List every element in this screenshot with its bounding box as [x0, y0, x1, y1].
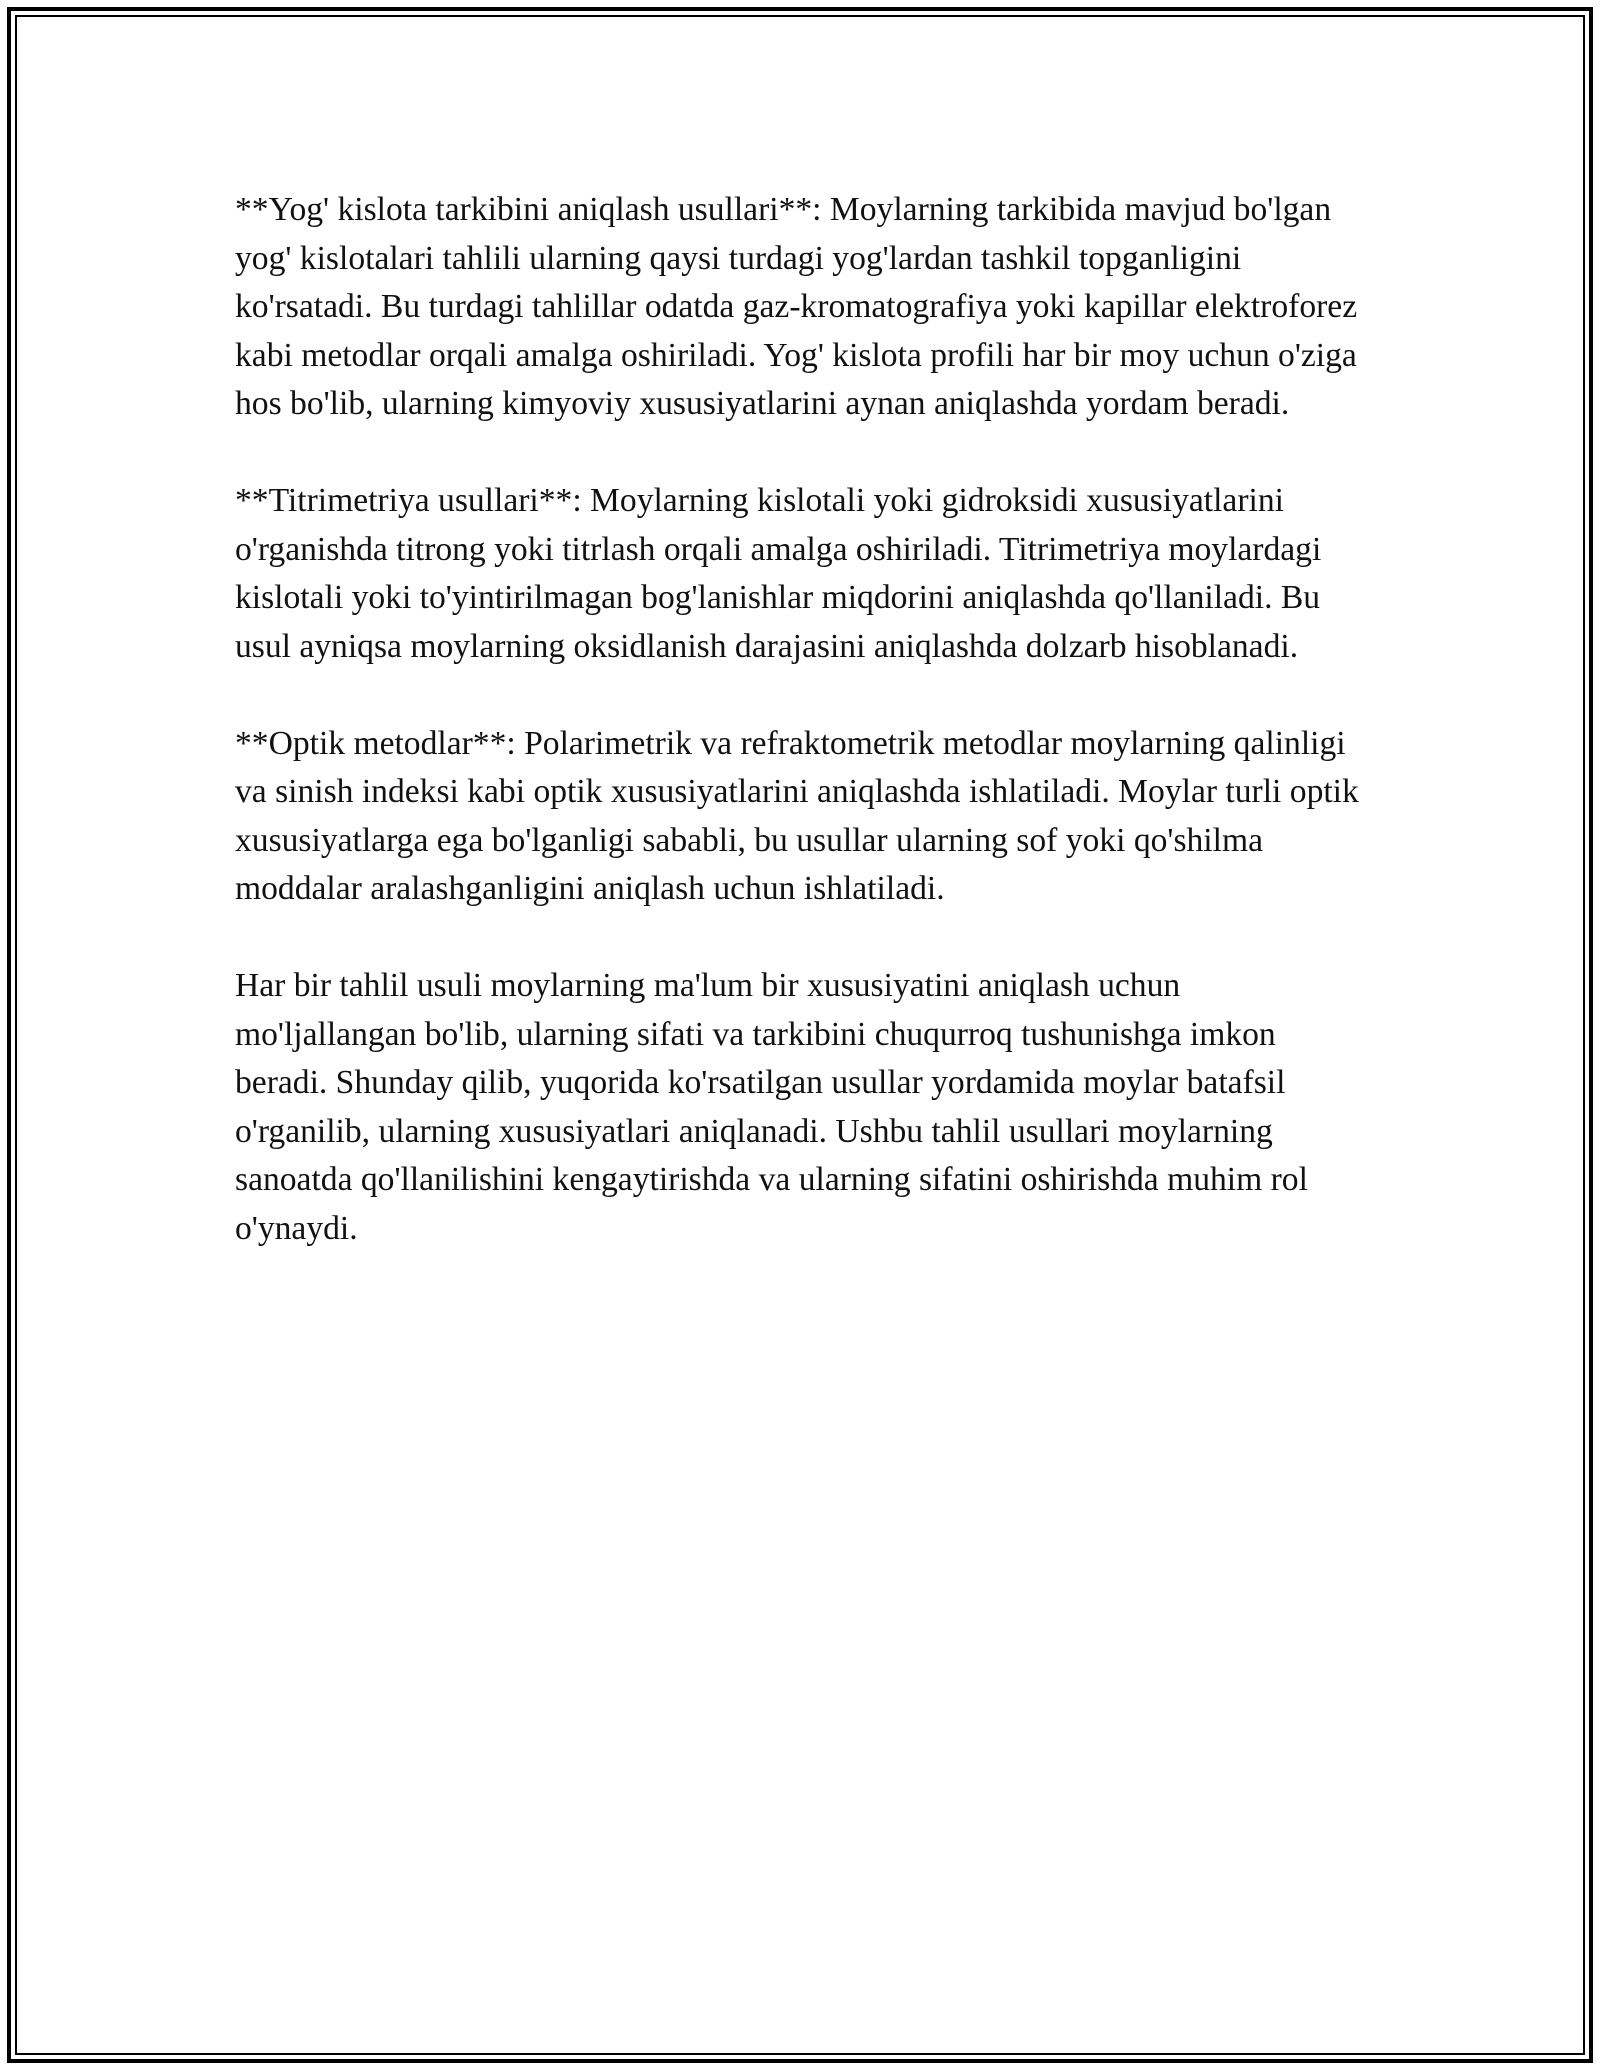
paragraph-optical-methods: **Optik metodlar**: Polarimetrik va refraktometrik metodlar moylarning qalinligi va sinish indeksi kabi optik xususiyatlarini aniqlashda ishlatiladi. Moylar turli optik xususiyatlarga ega bo'lganligi sababli, bu usullar ularning sof yoki qo'shilma moddalar aralashganligini aniqlash uchun ishlatiladi.: [235, 724, 1359, 907]
document-body: [235, 186, 1365, 1253]
paragraph-conclusion: Har bir tahlil usuli moylarning ma'lum bir xususiyatini aniqlash uchun mo'ljallangan bo'lib, ularning sifati va tarkibini chuqurroq tushunishga imkon beradi. Shunday qilib, yuqorida ko'rsatilgan usullar yordamida moylar batafsil o'rganilib, ularning xususiyatlari aniqlanadi. Ushbu tahlil usullari moylarning sanoatda qo'llanilishini kengaytirishda va ularning sifatini oshirishda muhim rol o'ynaydi.: [235, 967, 1308, 1247]
paragraph-fatty-acid-methods: **Yog' kislota tarkibini aniqlash usullari**: Moylarning tarkibida mavjud bo'lgan yog' kislotalari tahlili ularning qaysi turdagi yog'lardan tashkil topganligini ko'rsatadi. Bu turdagi tahlillar odatda gaz-kromatografiya yoki kapillar elektroforez kabi metodlar orqali amalga oshiriladi. Yog' kislota profili har bir moy uchun o'ziga hos bo'lib, ularning kimyoviy xususiyatlarini aynan aniqlashda yordam beradi.: [235, 191, 1358, 422]
paragraph-titrimetry-methods: **Titrimetriya usullari**: Moylarning kislotali yoki gidroksidi xususiyatlarini o'rganishda titrong yoki titrlash orqali amalga oshiriladi. Titrimetriya moylardagi kislotali yoki to'yintirilmagan bog'lanishlar miqdorini aniqlashda qo'llaniladi. Bu usul ayniqsa moylarning oksidlanish darajasini aniqlashda dolzarb hisoblanadi.: [235, 482, 1322, 665]
